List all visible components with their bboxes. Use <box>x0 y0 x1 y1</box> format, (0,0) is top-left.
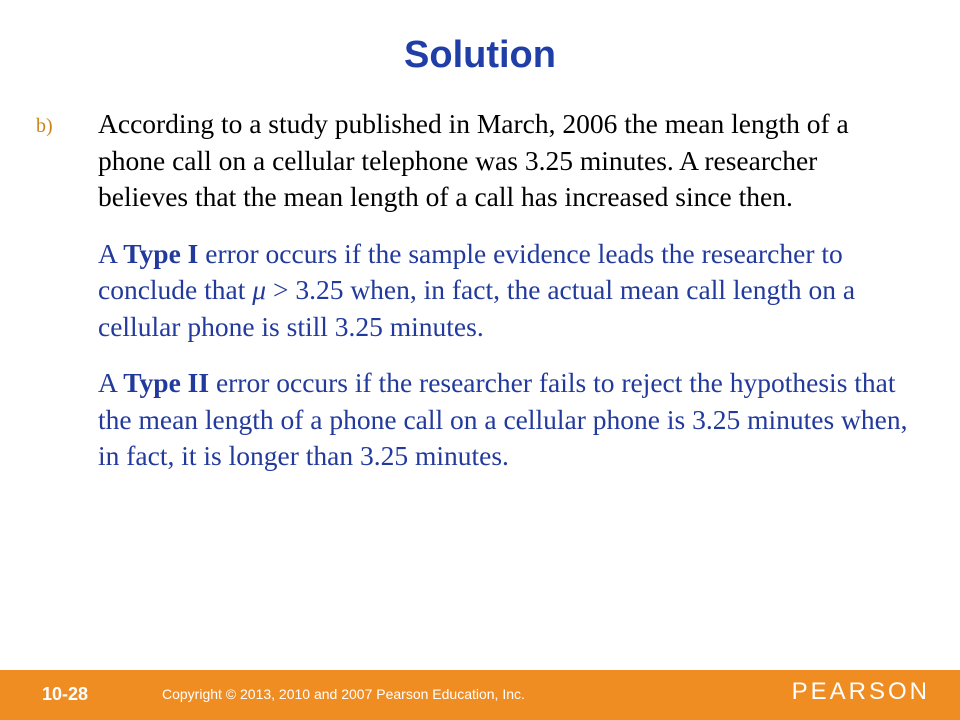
type-one-text-after: > 3.25 when, in fact, the actual mean call length on a cellular phone is still 3.25 minutes. <box>98 274 856 342</box>
list-item-marker: b) <box>36 115 53 137</box>
type-two-error-paragraph <box>98 365 908 475</box>
type-two-term: Type II <box>123 367 210 398</box>
type-one-term: Type I <box>123 237 199 269</box>
pearson-logo: PEARSON <box>791 678 930 705</box>
type-two-text: error occurs if the researcher fails to reject the hypothesis that the mean length of a phone call on a cellular phone is 3.25 minutes when, in fact, it is longer than 3.25 minutes. <box>98 367 908 471</box>
type-two-prefix: A <box>98 367 124 398</box>
type-one-text-before: error occurs if the sample evidence leads the researcher to conclude that <box>98 237 843 305</box>
footer-bar <box>0 670 960 720</box>
type-one-prefix: A <box>98 237 124 269</box>
type-one-error-paragraph <box>98 236 908 346</box>
question-paragraph: According to a study published in March, 2006 the mean length of a phone call on a cellular telephone was 3.25 minutes. A researcher believes that the mean length of a call has increased since then. <box>98 108 849 212</box>
mu-symbol: μ <box>252 274 267 305</box>
slide-number: 10-28 <box>42 684 89 704</box>
slide-content <box>36 106 908 475</box>
slide-title: Solution <box>404 34 556 76</box>
copyright-notice: Copyright © 2013, 2010 and 2007 Pearson Education, Inc. <box>162 686 525 702</box>
